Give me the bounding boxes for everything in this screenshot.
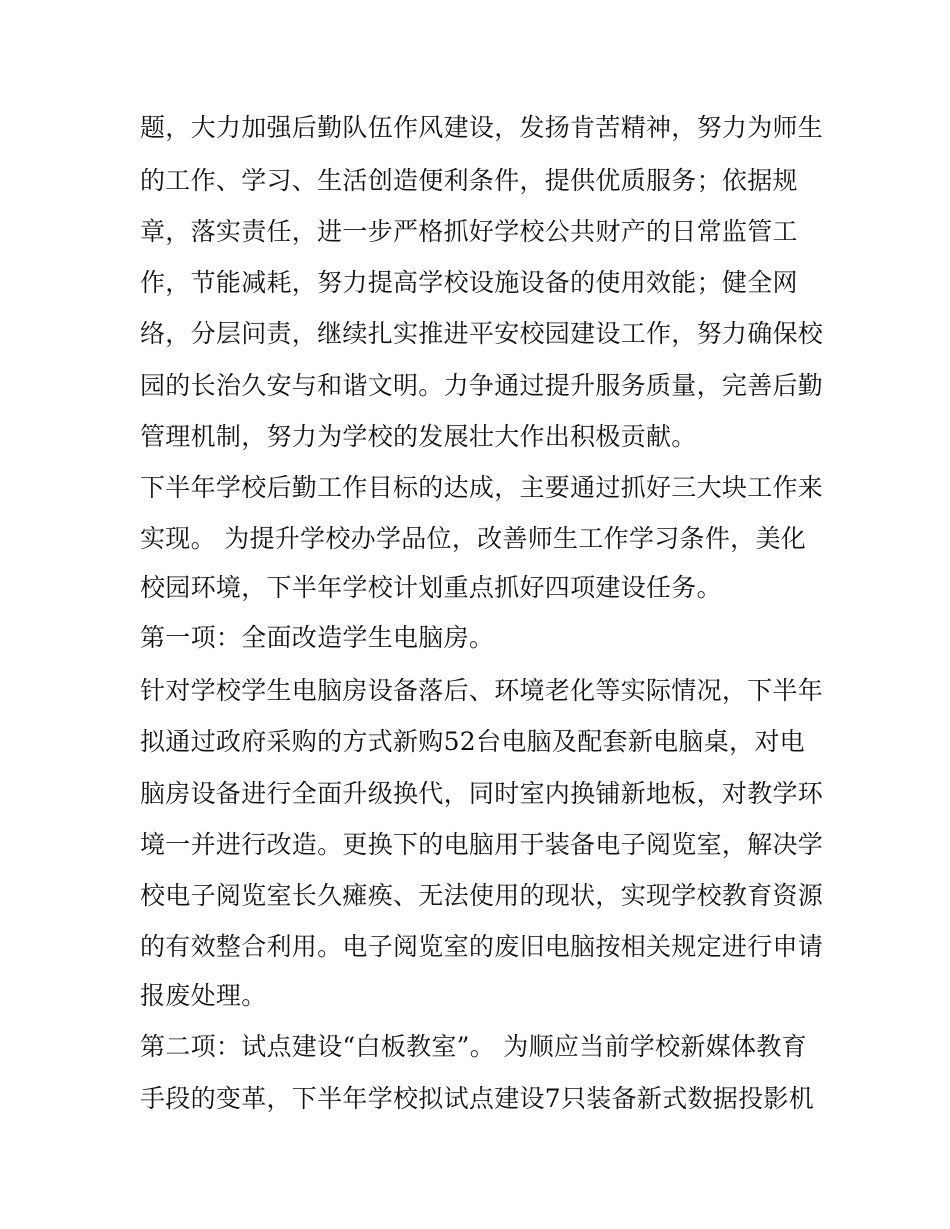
text-line: 络，分层问责，继续扎实推进平安校园建设工作，努力确保校 bbox=[140, 319, 824, 348]
text-line: 校电子阅览室长久瘫痪、无法使用的现状，实现学校教育资源 bbox=[140, 881, 824, 910]
text-line: 章，落实责任，进一步严格抓好学校公共财产的日常监管工 bbox=[140, 217, 798, 246]
text-line: 校园环境，下半年学校计划重点抓好四项建设任务。 bbox=[140, 573, 722, 602]
text-line: 境一并进行改造。更换下的电脑用于装备电子阅览室，解决学 bbox=[140, 830, 824, 859]
text-line: 针对学校学生电脑房设备落后、环境老化等实际情况，下半年 bbox=[140, 676, 824, 705]
text-line: 题，大力加强后勤队伍作风建设，发扬肯苦精神，努力为师生 bbox=[140, 113, 824, 142]
text-line: 园的长治久安与和谐文明。力争通过提升服务质量，完善后勤 bbox=[140, 371, 824, 400]
text-line: 拟通过政府采购的方式新购52台电脑及配套新电脑桌，对电 bbox=[140, 727, 805, 756]
text-line: 作，节能减耗，努力提高学校设施设备的使用效能；健全网 bbox=[140, 268, 798, 297]
text-line: 手段的变革，下半年学校拟试点建设7只装备新式数据投影机 bbox=[140, 1084, 815, 1113]
text-line: 管理机制，努力为学校的发展壮大作出积极贡献。 bbox=[140, 422, 697, 451]
text-line: 的工作、学习、生活创造便利条件，提供优质服务；依据规 bbox=[140, 166, 798, 195]
text-line: 下半年学校后勤工作目标的达成，主要通过抓好三大块工作来 bbox=[140, 473, 824, 502]
text-line: 脑房设备进行全面升级换代，同时室内换铺新地板，对教学环 bbox=[140, 779, 824, 808]
text-line: 报废处理。 bbox=[140, 981, 267, 1010]
section-heading: 第一项：全面改造学生电脑房。 bbox=[140, 623, 495, 652]
text-line: 的有效整合利用。电子阅览室的废旧电脑按相关规定进行申请 bbox=[140, 932, 824, 961]
section-heading: 第二项：试点建设“白板教室”。 为顺应当前学校新媒体教育 bbox=[140, 1032, 807, 1061]
text-line: 实现。 为提升学校办学品位，改善师生工作学习条件，美化 bbox=[140, 524, 807, 553]
